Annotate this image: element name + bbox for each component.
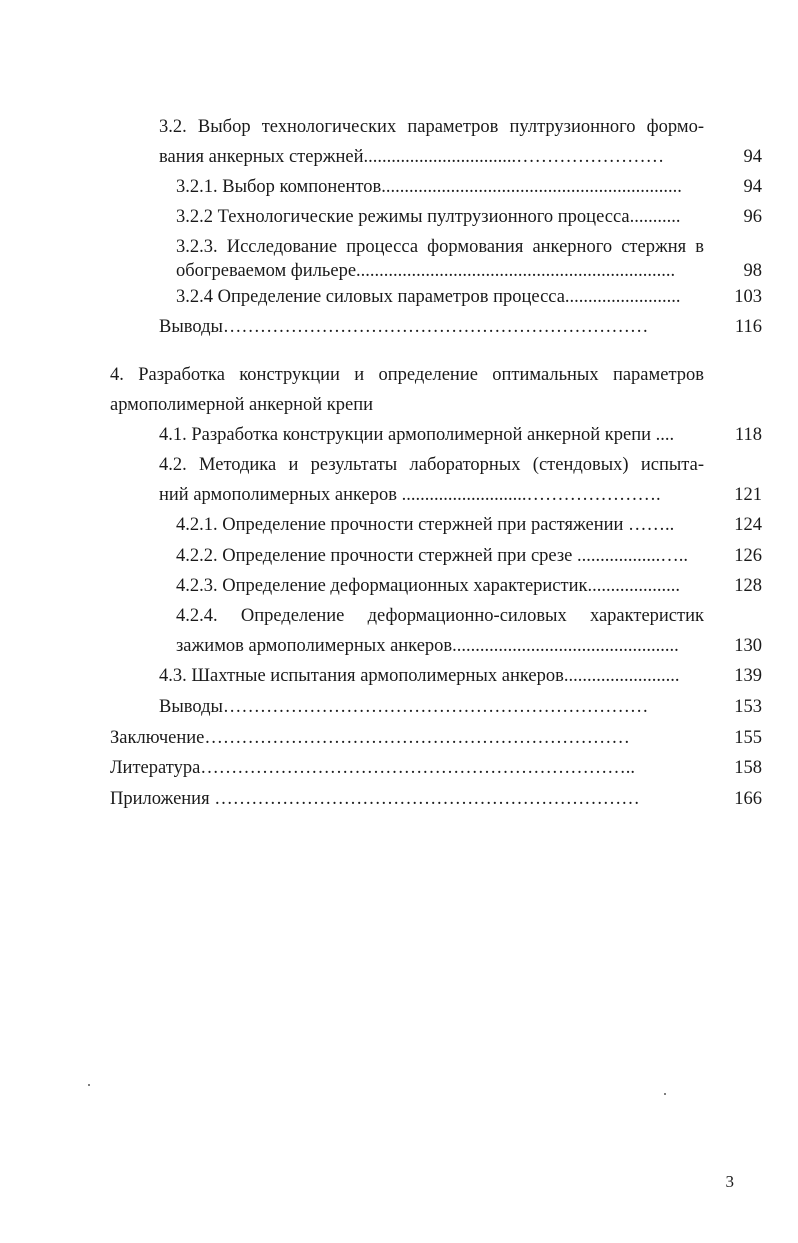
toc-entry-4-2-4-line1: 4.2.4. Определение деформационно-силовых характеристик (176, 606, 704, 626)
toc-entry-conclusion: Заключение…………………………………………………………… (110, 728, 630, 748)
toc-page-4-3: 139 (734, 666, 762, 686)
toc-page-appendices: 166 (734, 789, 762, 809)
toc-page-conclusions-ch3: 116 (734, 317, 762, 337)
toc-chapter-4-line1: 4. Разработка конструкции и определение оптимальных параметров (110, 365, 704, 385)
toc-entry-3-2-3-line2: обогреваемом фильере..................................................................... (176, 261, 676, 281)
page-number: 3 (725, 1172, 734, 1191)
toc-entry-4-2-line2: ний армополимерных анкеров ...........................…………………. (159, 485, 661, 505)
toc-entry-conclusions-ch4: Выводы…………………………………………………………… (159, 697, 649, 717)
toc-entry-3-2-1: 3.2.1. Выбор компонентов................................................................. (176, 177, 682, 197)
toc-page-4-2: 121 (734, 485, 762, 505)
toc-page-references: 158 (734, 758, 762, 778)
toc-entry-4-2-3: 4.2.3. Определение деформационных характеристик.................... (176, 576, 680, 596)
toc-entry-4-1: 4.1. Разработка конструкции армополимерной анкерной крепи .... (159, 425, 675, 445)
toc-entry-4-2-2: 4.2.2. Определение прочности стержней при срезе ..................….. (176, 546, 688, 566)
toc-entry-appendices: Приложения …………………………………………………………… (110, 789, 640, 809)
scan-speck (88, 1084, 90, 1086)
toc-entry-3-2-3-line1: 3.2.3. Исследование процесса формования анкерного стержня в (176, 237, 704, 257)
toc-page-conclusion: 155 (734, 728, 762, 748)
toc-entry-4-2-line1: 4.2. Методика и результаты лабораторных (стендовых) испыта- (159, 455, 704, 475)
scan-speck (664, 1093, 666, 1095)
toc-entry-3-2-2: 3.2.2 Технологические режимы пултрузионного процесса........... (176, 207, 681, 227)
toc-page-3-2-1: 94 (743, 177, 762, 197)
toc-entry-4-2-1: 4.2.1. Определение прочности стержней при растяжении …….. (176, 515, 675, 535)
toc-entry-conclusions-ch3: Выводы…………………………………………………………… (159, 317, 649, 337)
toc-entry-4-3: 4.3. Шахтные испытания армополимерных анкеров......................... (159, 666, 680, 686)
toc-entry-4-2-4-line2: зажимов армополимерных анкеров................................................. (176, 636, 679, 656)
toc-page-3-2-2: 96 (743, 207, 762, 227)
toc-page-4-2-4: 130 (734, 636, 762, 656)
toc-page-4-2-1: 124 (734, 515, 762, 535)
toc-entry-3-2-4: 3.2.4 Определение силовых параметров процесса......................... (176, 287, 681, 307)
toc-page-3-2-3: 98 (743, 261, 762, 281)
toc-page-3-2-4: 103 (734, 287, 762, 307)
toc-page-4-2-3: 128 (734, 576, 762, 596)
toc-page-4-1: 118 (734, 425, 762, 445)
toc-page-conclusions-ch4: 153 (734, 697, 762, 717)
toc-chapter-4-line2: армополимерной анкерной крепи (110, 395, 374, 415)
toc-page-4-2-2: 126 (734, 546, 762, 566)
toc-entry-3-2-line2: вания анкерных стержней.................................…………………… (159, 147, 665, 167)
toc-entry-references: Литература…………………………………………………………….. (110, 758, 636, 778)
toc-page-3-2: 94 (743, 147, 762, 167)
toc-entry-3-2-line1: 3.2. Выбор технологических параметров пултрузионного формо- (159, 117, 704, 137)
